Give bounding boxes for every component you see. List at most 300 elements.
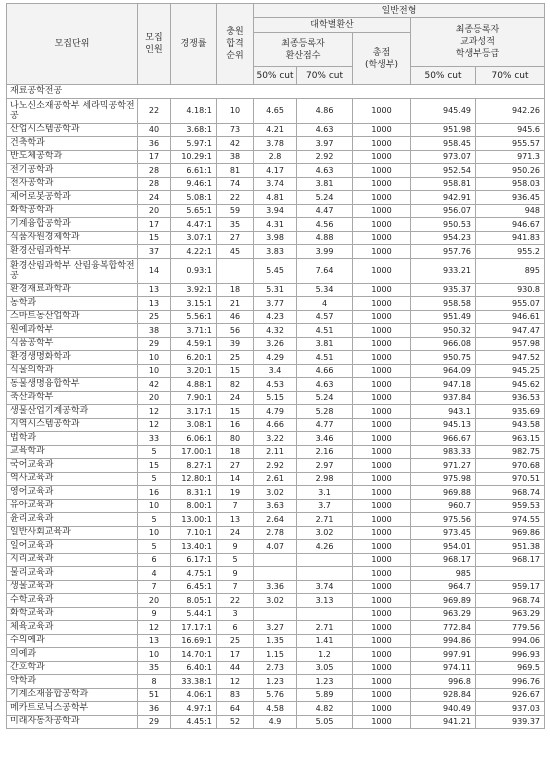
cell-unit-name: 기계소재융합공학과	[7, 688, 138, 702]
cell-score-cut50: 2.8	[254, 150, 297, 164]
cell-grade-cut70: 895	[476, 258, 545, 283]
cell-rank: 74	[217, 177, 254, 191]
cell-competition: 8.05:1	[171, 594, 217, 608]
cell-score-cut70: 5.28	[297, 405, 353, 419]
cell-grade-cut50: 952.54	[411, 164, 476, 178]
cell-quota: 4	[138, 567, 171, 581]
cell-competition: 8.31:1	[171, 486, 217, 500]
cell-total: 1000	[353, 459, 411, 473]
cell-competition: 8.27:1	[171, 459, 217, 473]
cell-score-cut50: 4.9	[254, 715, 297, 729]
cell-competition: 4.22:1	[171, 245, 217, 259]
cell-rank: 10	[217, 98, 254, 123]
table-row	[7, 218, 545, 232]
cell-quota: 5	[138, 445, 171, 459]
cell-grade-cut50: 945.49	[411, 98, 476, 123]
header-total: 총점 (학생부)	[353, 33, 411, 85]
cell-grade-cut50: 975.56	[411, 513, 476, 527]
cell-grade-cut70: 942.26	[476, 98, 545, 123]
cell-grade-cut70: 955.07	[476, 297, 545, 311]
cell-grade-cut70: 943.58	[476, 418, 545, 432]
cell-grade-cut70: 939.37	[476, 715, 545, 729]
cell-grade-cut50: 933.21	[411, 258, 476, 283]
cell-unit-name: 반도체공학과	[7, 150, 138, 164]
table-row	[7, 283, 545, 297]
cell-total: 1000	[353, 391, 411, 405]
cell-unit-name: 체육교육과	[7, 621, 138, 635]
cell-grade-cut70: 982.75	[476, 445, 545, 459]
cell-unit-name: 일어교육과	[7, 540, 138, 554]
cell-score-cut70: 4.63	[297, 378, 353, 392]
cell-grade-cut70: 957.98	[476, 337, 545, 351]
cell-total: 1000	[353, 204, 411, 218]
cell-unit-name: 수의예과	[7, 634, 138, 648]
cell-rank: 22	[217, 191, 254, 205]
cell-total: 1000	[353, 297, 411, 311]
cell-total: 1000	[353, 445, 411, 459]
cell-rank: 44	[217, 661, 254, 675]
cell-total: 1000	[353, 594, 411, 608]
table-row	[7, 123, 545, 137]
cell-grade-cut70: 963.15	[476, 432, 545, 446]
header-competition: 경쟁률	[171, 4, 217, 85]
cell-grade-cut50: 945.13	[411, 418, 476, 432]
cell-score-cut70: 5.05	[297, 715, 353, 729]
cell-score-cut50: 3.98	[254, 231, 297, 245]
cell-score-cut50: 2.11	[254, 445, 297, 459]
header-general: 일반전형	[254, 4, 545, 18]
cell-score-cut70: 2.16	[297, 445, 353, 459]
cell-competition: 4.59:1	[171, 337, 217, 351]
cell-score-cut70: 3.02	[297, 526, 353, 540]
cell-score-cut70	[297, 567, 353, 581]
cell-quota: 28	[138, 164, 171, 178]
cell-unit-name: 환경생명화학과	[7, 351, 138, 365]
cell-competition: 6.45:1	[171, 580, 217, 594]
cell-unit-name: 법학과	[7, 432, 138, 446]
cell-grade-cut70: 970.51	[476, 472, 545, 486]
cell-competition: 5.65:1	[171, 204, 217, 218]
table-row	[7, 164, 545, 178]
cell-grade-cut70: 948	[476, 204, 545, 218]
cell-quota: 12	[138, 405, 171, 419]
table-row	[7, 418, 545, 432]
cell-score-cut70: 1.2	[297, 648, 353, 662]
cell-grade-cut70: 945.6	[476, 123, 545, 137]
cell-competition: 7.10:1	[171, 526, 217, 540]
cell-score-cut70: 4.51	[297, 324, 353, 338]
cell-score-cut50: 3.94	[254, 204, 297, 218]
cell-total: 1000	[353, 675, 411, 689]
cell-grade-cut70: 950.26	[476, 164, 545, 178]
cell-score-cut70: 4.82	[297, 702, 353, 716]
cell-total: 1000	[353, 688, 411, 702]
cell-rank: 14	[217, 472, 254, 486]
cell-rank: 22	[217, 594, 254, 608]
cell-grade-cut50: 985	[411, 567, 476, 581]
cell-competition: 17.17:1	[171, 621, 217, 635]
cell-competition: 6.61:1	[171, 164, 217, 178]
cell-score-cut70	[297, 607, 353, 621]
cell-quota: 10	[138, 499, 171, 513]
cell-rank: 25	[217, 634, 254, 648]
cell-unit-name: 스마트농산업학과	[7, 310, 138, 324]
cell-quota: 20	[138, 204, 171, 218]
cell-score-cut50: 2.73	[254, 661, 297, 675]
cell-score-cut50: 2.61	[254, 472, 297, 486]
cell-grade-cut70: 996.93	[476, 648, 545, 662]
cell-grade-cut70: 945.62	[476, 378, 545, 392]
cell-unit-name: 미래자동차공학과	[7, 715, 138, 729]
table-row	[7, 310, 545, 324]
cell-score-cut50: 3.77	[254, 297, 297, 311]
table-row	[7, 337, 545, 351]
cell-score-cut70: 4.63	[297, 164, 353, 178]
cell-competition: 6.20:1	[171, 351, 217, 365]
cell-quota: 15	[138, 231, 171, 245]
cell-competition: 3.20:1	[171, 364, 217, 378]
cell-unit-name: 전자공학과	[7, 177, 138, 191]
cell-grade-cut70: 955.2	[476, 245, 545, 259]
cell-unit-name: 식물의학과	[7, 364, 138, 378]
cell-quota: 17	[138, 150, 171, 164]
cell-competition: 13.00:1	[171, 513, 217, 527]
header-grade-cut50: 50% cut	[411, 67, 476, 85]
cell-competition: 12.80:1	[171, 472, 217, 486]
cell-grade-cut70: 951.38	[476, 540, 545, 554]
cell-competition: 13.40:1	[171, 540, 217, 554]
cell-quota: 6	[138, 553, 171, 567]
cell-grade-cut50: 935.37	[411, 283, 476, 297]
cell-total: 1000	[353, 499, 411, 513]
cell-rank: 18	[217, 283, 254, 297]
table-row	[7, 297, 545, 311]
header-quota: 모집 인원	[138, 4, 171, 85]
cell-competition: 33.38:1	[171, 675, 217, 689]
header-score-cut70: 70% cut	[297, 67, 353, 85]
cell-quota: 25	[138, 310, 171, 324]
cell-rank: 12	[217, 675, 254, 689]
table-body	[7, 85, 545, 729]
cell-score-cut70: 3.99	[297, 245, 353, 259]
cell-quota: 24	[138, 191, 171, 205]
cell-competition: 6.17:1	[171, 553, 217, 567]
cell-score-cut70: 3.13	[297, 594, 353, 608]
cell-quota: 35	[138, 661, 171, 675]
cell-grade-cut70: 946.67	[476, 218, 545, 232]
cell-score-cut50: 3.26	[254, 337, 297, 351]
cell-rank: 59	[217, 204, 254, 218]
cell-grade-cut50: 964.09	[411, 364, 476, 378]
cell-grade-cut70: 958.03	[476, 177, 545, 191]
cell-unit-name: 교육학과	[7, 445, 138, 459]
cell-grade-cut50: 951.49	[411, 310, 476, 324]
cell-grade-cut50: 969.89	[411, 594, 476, 608]
cell-rank: 64	[217, 702, 254, 716]
cell-score-cut70: 2.71	[297, 621, 353, 635]
cell-total: 1000	[353, 310, 411, 324]
cell-total: 1000	[353, 177, 411, 191]
cell-score-cut50: 5.15	[254, 391, 297, 405]
cell-unit-name: 기계융합공학과	[7, 218, 138, 232]
table-row	[7, 715, 545, 729]
cell-grade-cut50: 928.84	[411, 688, 476, 702]
cell-grade-cut50: 994.86	[411, 634, 476, 648]
cell-competition: 6.06:1	[171, 432, 217, 446]
header-rank: 충원 합격 순위	[217, 4, 254, 85]
cell-total: 1000	[353, 98, 411, 123]
table-row	[7, 499, 545, 513]
cell-rank: 9	[217, 567, 254, 581]
cell-score-cut50: 3.27	[254, 621, 297, 635]
table-row	[7, 258, 545, 283]
cell-grade-cut50: 950.75	[411, 351, 476, 365]
cell-total: 1000	[353, 231, 411, 245]
cell-total: 1000	[353, 648, 411, 662]
cell-total: 1000	[353, 418, 411, 432]
cell-unit-name: 지역시스템공학과	[7, 418, 138, 432]
cell-score-cut70: 4.88	[297, 231, 353, 245]
cell-grade-cut50: 956.07	[411, 204, 476, 218]
cell-total: 1000	[353, 634, 411, 648]
cell-rank: 16	[217, 418, 254, 432]
cell-score-cut70: 2.92	[297, 150, 353, 164]
cell-grade-cut70: 947.47	[476, 324, 545, 338]
cell-score-cut70: 4.56	[297, 218, 353, 232]
cell-rank: 38	[217, 150, 254, 164]
cell-unit-name: 환경산림과학부 산림융복합학전공	[7, 258, 138, 283]
cell-rank: 27	[217, 231, 254, 245]
cell-rank: 35	[217, 218, 254, 232]
cell-quota: 5	[138, 513, 171, 527]
table-row	[7, 445, 545, 459]
cell-unit-name: 농학과	[7, 297, 138, 311]
cell-unit-name: 식품공학부	[7, 337, 138, 351]
cell-rank: 3	[217, 607, 254, 621]
cell-grade-cut50: 937.84	[411, 391, 476, 405]
cell-score-cut70: 4.47	[297, 204, 353, 218]
table-row	[7, 675, 545, 689]
cell-competition: 3.15:1	[171, 297, 217, 311]
cell-unit-name: 환경재료과학과	[7, 283, 138, 297]
cell-competition: 0.93:1	[171, 258, 217, 283]
table-row	[7, 472, 545, 486]
cell-quota: 37	[138, 245, 171, 259]
cell-grade-cut70: 963.29	[476, 607, 545, 621]
table-row	[7, 526, 545, 540]
cell-unit-name: 약학과	[7, 675, 138, 689]
cell-quota: 20	[138, 594, 171, 608]
cell-unit-name: 영어교육과	[7, 486, 138, 500]
cell-score-cut50: 2.78	[254, 526, 297, 540]
cell-quota: 29	[138, 715, 171, 729]
cell-quota: 36	[138, 702, 171, 716]
cell-quota: 22	[138, 98, 171, 123]
table-row	[7, 702, 545, 716]
cell-competition: 5.97:1	[171, 137, 217, 151]
header-conversion: 대학별환산	[254, 18, 411, 33]
cell-grade-cut70: 970.68	[476, 459, 545, 473]
cell-score-cut70: 3.05	[297, 661, 353, 675]
cell-score-cut70: 1.23	[297, 675, 353, 689]
cell-grade-cut70: 959.53	[476, 499, 545, 513]
table-row	[7, 245, 545, 259]
cell-grade-cut70: 969.86	[476, 526, 545, 540]
cell-unit-name: 물리교육과	[7, 567, 138, 581]
cell-grade-cut70: 959.17	[476, 580, 545, 594]
cell-unit-name: 생물교육과	[7, 580, 138, 594]
cell-grade-cut70: 945.25	[476, 364, 545, 378]
cell-score-cut70: 4.51	[297, 351, 353, 365]
cell-score-cut70: 4.77	[297, 418, 353, 432]
cell-total: 1000	[353, 337, 411, 351]
cell-rank: 24	[217, 391, 254, 405]
cell-unit-name: 화학공학과	[7, 204, 138, 218]
cell-grade-cut70: 971.3	[476, 150, 545, 164]
cell-unit-name: 메카트로닉스공학부	[7, 702, 138, 716]
cell-grade-cut70: 926.67	[476, 688, 545, 702]
cell-rank: 46	[217, 310, 254, 324]
cell-score-cut70: 4.86	[297, 98, 353, 123]
table-header	[7, 4, 545, 85]
cell-competition: 10.29:1	[171, 150, 217, 164]
cell-grade-cut50: 957.76	[411, 245, 476, 259]
table-row	[7, 324, 545, 338]
cell-unit-name: 산업시스템공학과	[7, 123, 138, 137]
cell-grade-cut50: 975.98	[411, 472, 476, 486]
cell-rank: 73	[217, 123, 254, 137]
cell-rank: 56	[217, 324, 254, 338]
cell-competition: 14.70:1	[171, 648, 217, 662]
header-final-grade: 최종등록자 교과성적 학생부등급	[411, 18, 545, 67]
cell-grade-cut50: 997.91	[411, 648, 476, 662]
table-row	[7, 634, 545, 648]
cell-rank: 18	[217, 445, 254, 459]
cell-total: 1000	[353, 526, 411, 540]
cell-total: 1000	[353, 123, 411, 137]
table-row	[7, 364, 545, 378]
header-grade-cut70: 70% cut	[476, 67, 545, 85]
cell-score-cut70	[297, 553, 353, 567]
table-row	[7, 553, 545, 567]
cell-quota: 38	[138, 324, 171, 338]
cell-score-cut50: 1.15	[254, 648, 297, 662]
cell-grade-cut50: 973.07	[411, 150, 476, 164]
cell-competition: 6.40:1	[171, 661, 217, 675]
table-row	[7, 607, 545, 621]
cell-score-cut70: 5.34	[297, 283, 353, 297]
cell-grade-cut50: 772.84	[411, 621, 476, 635]
cell-rank: 15	[217, 364, 254, 378]
cell-total: 1000	[353, 150, 411, 164]
cell-score-cut50: 4.21	[254, 123, 297, 137]
cell-score-cut50: 4.07	[254, 540, 297, 554]
cell-total: 1000	[353, 661, 411, 675]
cell-total: 1000	[353, 137, 411, 151]
cell-score-cut50: 1.23	[254, 675, 297, 689]
cell-total: 1000	[353, 607, 411, 621]
cell-score-cut70: 4	[297, 297, 353, 311]
cell-score-cut50: 3.63	[254, 499, 297, 513]
cell-quota: 33	[138, 432, 171, 446]
cell-grade-cut50: 963.29	[411, 607, 476, 621]
cell-score-cut70: 3.7	[297, 499, 353, 513]
cell-unit-name: 유아교육과	[7, 499, 138, 513]
cell-unit-name: 원예과학부	[7, 324, 138, 338]
cell-grade-cut70: 996.76	[476, 675, 545, 689]
cell-total: 1000	[353, 621, 411, 635]
cell-unit-name: 전기공학과	[7, 164, 138, 178]
cell-score-cut70: 2.97	[297, 459, 353, 473]
table-row	[7, 459, 545, 473]
cell-competition: 4.18:1	[171, 98, 217, 123]
cell-total: 1000	[353, 553, 411, 567]
cell-quota: 8	[138, 675, 171, 689]
header-unit: 모집단위	[7, 4, 138, 85]
cell-quota: 17	[138, 218, 171, 232]
cell-total: 1000	[353, 364, 411, 378]
table-row	[7, 391, 545, 405]
cell-rank: 7	[217, 499, 254, 513]
cell-competition: 3.71:1	[171, 324, 217, 338]
cell-quota: 5	[138, 540, 171, 554]
cell-grade-cut50: 950.32	[411, 324, 476, 338]
cell-unit-name: 동물생명융합학부	[7, 378, 138, 392]
cell-competition: 5.08:1	[171, 191, 217, 205]
cell-grade-cut70: 946.61	[476, 310, 545, 324]
cell-unit-name: 윤리교육과	[7, 513, 138, 527]
cell-score-cut70: 2.98	[297, 472, 353, 486]
cell-rank: 25	[217, 351, 254, 365]
header-score-cut50: 50% cut	[254, 67, 297, 85]
cell-quota: 5	[138, 472, 171, 486]
cell-total: 1000	[353, 540, 411, 554]
table-row	[7, 98, 545, 123]
group-label: 재료공학전공	[7, 85, 545, 99]
cell-score-cut70: 7.64	[297, 258, 353, 283]
cell-competition: 3.92:1	[171, 283, 217, 297]
cell-grade-cut50: 973.45	[411, 526, 476, 540]
cell-rank: 83	[217, 688, 254, 702]
cell-score-cut70: 1.41	[297, 634, 353, 648]
cell-score-cut50	[254, 607, 297, 621]
cell-rank: 7	[217, 580, 254, 594]
cell-total: 1000	[353, 191, 411, 205]
table-row	[7, 137, 545, 151]
cell-score-cut50: 1.35	[254, 634, 297, 648]
table-row	[7, 177, 545, 191]
cell-quota: 10	[138, 351, 171, 365]
table-row	[7, 567, 545, 581]
table-row	[7, 432, 545, 446]
cell-quota: 13	[138, 297, 171, 311]
cell-score-cut50: 4.81	[254, 191, 297, 205]
cell-competition: 5.56:1	[171, 310, 217, 324]
cell-grade-cut50: 951.98	[411, 123, 476, 137]
table-row	[7, 661, 545, 675]
cell-rank: 9	[217, 540, 254, 554]
cell-grade-cut70: 936.45	[476, 191, 545, 205]
cell-rank: 13	[217, 513, 254, 527]
table-row	[7, 540, 545, 554]
cell-grade-cut70: 968.74	[476, 594, 545, 608]
cell-competition: 3.08:1	[171, 418, 217, 432]
cell-unit-name: 생물산업기계공학과	[7, 405, 138, 419]
cell-rank: 5	[217, 553, 254, 567]
cell-unit-name: 나노신소재공학부 세라믹공학전공	[7, 98, 138, 123]
cell-unit-name: 지리교육과	[7, 553, 138, 567]
cell-grade-cut70: 779.56	[476, 621, 545, 635]
